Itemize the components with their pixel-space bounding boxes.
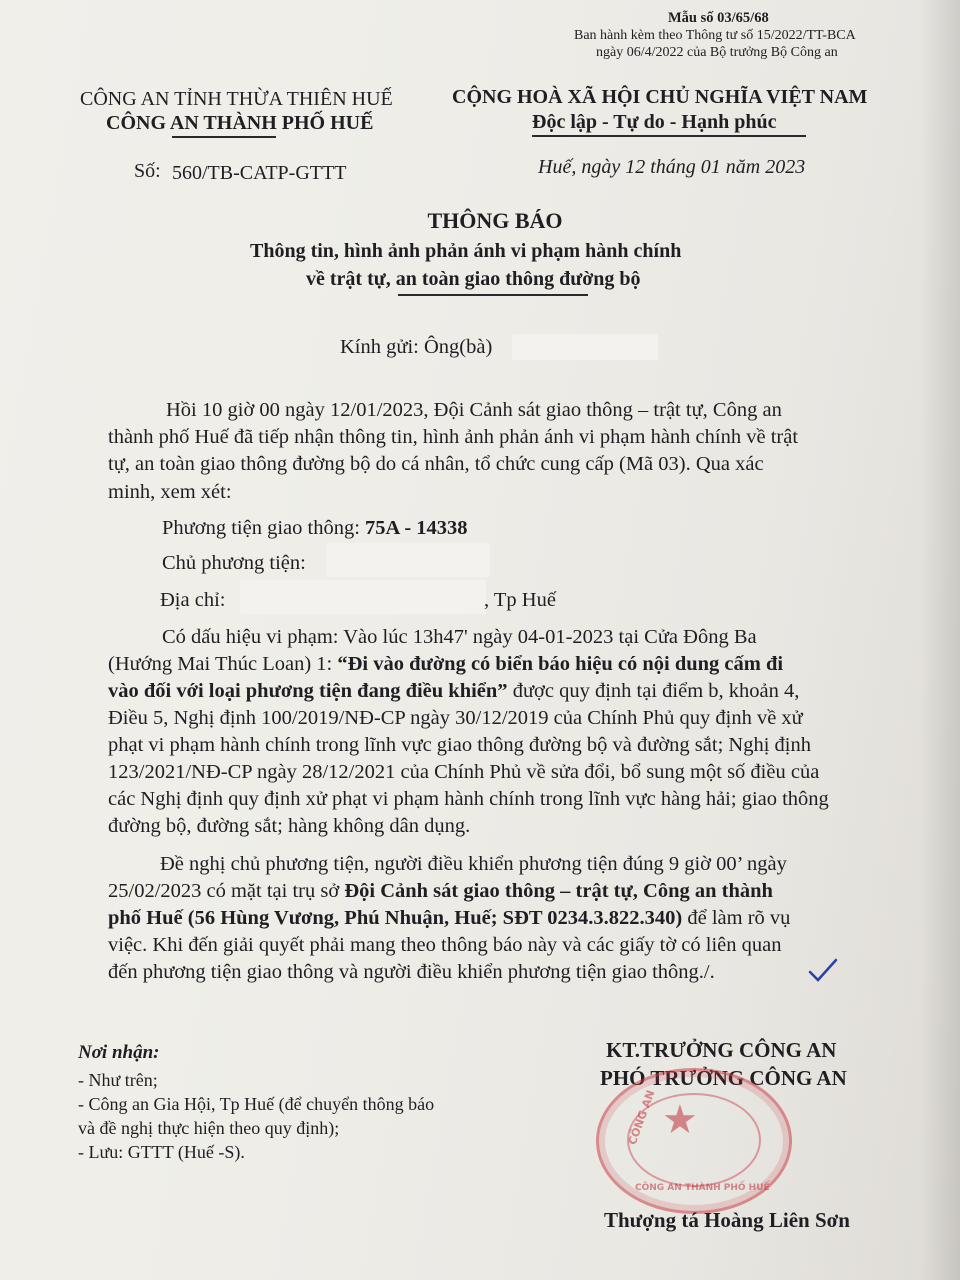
document-title bbox=[0, 208, 960, 234]
org-unit-underline bbox=[172, 136, 276, 138]
form-note-line-1: Ban hành kèm theo Thông tư số 15/2022/TT-BCA bbox=[574, 28, 856, 43]
request-line-1: Đề nghị chủ phương tiện, người điều khiển phương tiện đúng 9 giờ 00’ ngày bbox=[160, 853, 787, 875]
nation-name: CỘNG HOÀ XÃ HỘI CHỦ NGHĨA VIỆT NAM bbox=[452, 86, 868, 108]
vehicle-label: Phương tiện giao thông: bbox=[162, 517, 360, 539]
title-sub-2: về trật tự, an toàn giao thông đường bộ bbox=[306, 268, 641, 290]
document-number-label: Số: bbox=[134, 160, 161, 182]
request-office-part-1: Đội Cảnh sát giao thông – trật tự, Công an thành bbox=[344, 880, 773, 902]
para1-line-3: tự, an toàn giao thông đường bộ do cá nhân, tổ chức cung cấp (Mã 03). Qua xác bbox=[108, 453, 764, 475]
form-code: Mẫu số 03/65/68 bbox=[668, 10, 769, 26]
recipient-item-3: và đề nghị thực hiện theo quy định); bbox=[78, 1118, 340, 1138]
request-line-3 bbox=[108, 905, 790, 932]
request-line-5: đến phương tiện giao thông và người điều khiển phương tiện giao thông./. bbox=[108, 961, 715, 983]
place-date: Huế, ngày 12 tháng 01 năm 2023 bbox=[538, 156, 806, 178]
owner-label: Chủ phương tiện: bbox=[162, 552, 306, 574]
star-emblem-icon: ★ bbox=[662, 1097, 698, 1143]
violation-line-5: phạt vi phạm hành chính trong lĩnh vực giao thông đường bộ và đường sắt; Nghị định bbox=[108, 734, 811, 756]
address-city: , Tp Huế bbox=[484, 589, 556, 611]
redacted-owner-name bbox=[326, 543, 490, 577]
motto-underline bbox=[532, 135, 806, 137]
para1-line-1: Hồi 10 giờ 00 ngày 12/01/2023, Đội Cảnh sát giao thông – trật tự, Công an bbox=[166, 399, 782, 421]
para1-line-2: thành phố Huế đã tiếp nhận thông tin, hình ảnh phản ánh vi phạm hành chính về trật bbox=[108, 426, 799, 448]
violation-description-part-1: “Đi vào đường có biển báo hiệu có nội dung cấm đi bbox=[337, 653, 784, 675]
violation-line-8: đường bộ, đường sắt; hàng không dân dụng. bbox=[108, 815, 471, 837]
document-number: 560/TB-CATP-GTTT bbox=[172, 162, 347, 184]
violation-description-part-2: vào đối với loại phương tiện đang điều khiển” bbox=[108, 680, 508, 702]
nation-motto: Độc lập - Tự do - Hạnh phúc bbox=[532, 111, 777, 133]
para1-line-4: minh, xem xét: bbox=[108, 481, 232, 503]
title-sub-1: Thông tin, hình ảnh phản ánh vi phạm hành chính bbox=[250, 240, 682, 262]
vehicle-row bbox=[162, 515, 468, 542]
request-office-part-2: phố Huế (56 Hùng Vương, Phú Nhuận, Huế; SĐT 0234.3.822.340) bbox=[108, 907, 683, 929]
redacted-address bbox=[240, 580, 486, 614]
violation-line-3 bbox=[108, 678, 799, 705]
violation-legal-ref: được quy định tại điểm b, khoản 4, bbox=[507, 680, 800, 702]
signer-name: Thượng tá Hoàng Liên Sơn bbox=[604, 1208, 850, 1232]
seal-text-bottom: CÔNG AN THÀNH PHỐ HUẾ bbox=[635, 1183, 770, 1193]
request-line-2 bbox=[108, 878, 773, 905]
addressee-label: Kính gửi: Ông(bà) bbox=[340, 336, 493, 358]
vehicle-plate: 75A - 14338 bbox=[365, 517, 468, 539]
request-purpose: để làm rõ vụ bbox=[682, 907, 791, 929]
violation-line-6: 123/2021/NĐ-CP ngày 28/12/2021 của Chính Phủ về sửa đổi, bổ sung một số điều của bbox=[108, 761, 820, 783]
recipients-heading: Nơi nhận: bbox=[78, 1042, 160, 1063]
org-parent: CÔNG AN TỈNH THỪA THIÊN HUẾ bbox=[80, 88, 393, 110]
subtitle-underline bbox=[398, 294, 588, 296]
violation-line-2 bbox=[108, 651, 783, 678]
violation-line-1: Có dấu hiệu vi phạm: Vào lúc 13h47' ngày 04-01-2023 tại Cửa Đông Ba bbox=[162, 626, 757, 648]
violation-line-7: các Nghị định quy định xử phạt vi phạm hành chính trong lĩnh vực hàng hải; giao thông bbox=[108, 788, 829, 810]
recipient-item-4: - Lưu: GTTT (Huế -S). bbox=[78, 1142, 245, 1162]
redacted-addressee-name bbox=[512, 334, 658, 360]
signature-title-1: KT.TRƯỞNG CÔNG AN bbox=[606, 1038, 837, 1062]
signature-title-2: PHÓ TRƯỞNG CÔNG AN bbox=[600, 1066, 847, 1090]
checkmark-icon bbox=[808, 958, 838, 984]
violation-location: (Hướng Mai Thúc Loan) 1: bbox=[108, 653, 338, 675]
seal-text-left: CÔNG AN bbox=[625, 1088, 658, 1147]
official-seal bbox=[596, 1068, 792, 1214]
violation-line-4: Điều 5, Nghị định 100/2019/NĐ-CP ngày 30/12/2019 của Chính Phủ quy định về xử bbox=[108, 707, 803, 729]
request-line-4: việc. Khi đến giải quyết phải mang theo thông báo này và các giấy tờ có liên quan bbox=[108, 934, 782, 956]
address-label: Địa chỉ: bbox=[160, 589, 226, 611]
recipient-item-1: - Như trên; bbox=[78, 1070, 158, 1090]
page-edge-shadow bbox=[920, 0, 960, 1280]
org-unit: CÔNG AN THÀNH PHỐ HUẾ bbox=[106, 112, 374, 134]
request-date: 25/02/2023 có mặt tại trụ sở bbox=[108, 880, 345, 902]
title-main: THÔNG BÁO bbox=[427, 208, 563, 233]
recipient-item-2: - Công an Gia Hội, Tp Huế (để chuyển thông báo bbox=[78, 1094, 435, 1114]
form-note-line-2: ngày 06/4/2022 của Bộ trưởng Bộ Công an bbox=[596, 45, 838, 60]
